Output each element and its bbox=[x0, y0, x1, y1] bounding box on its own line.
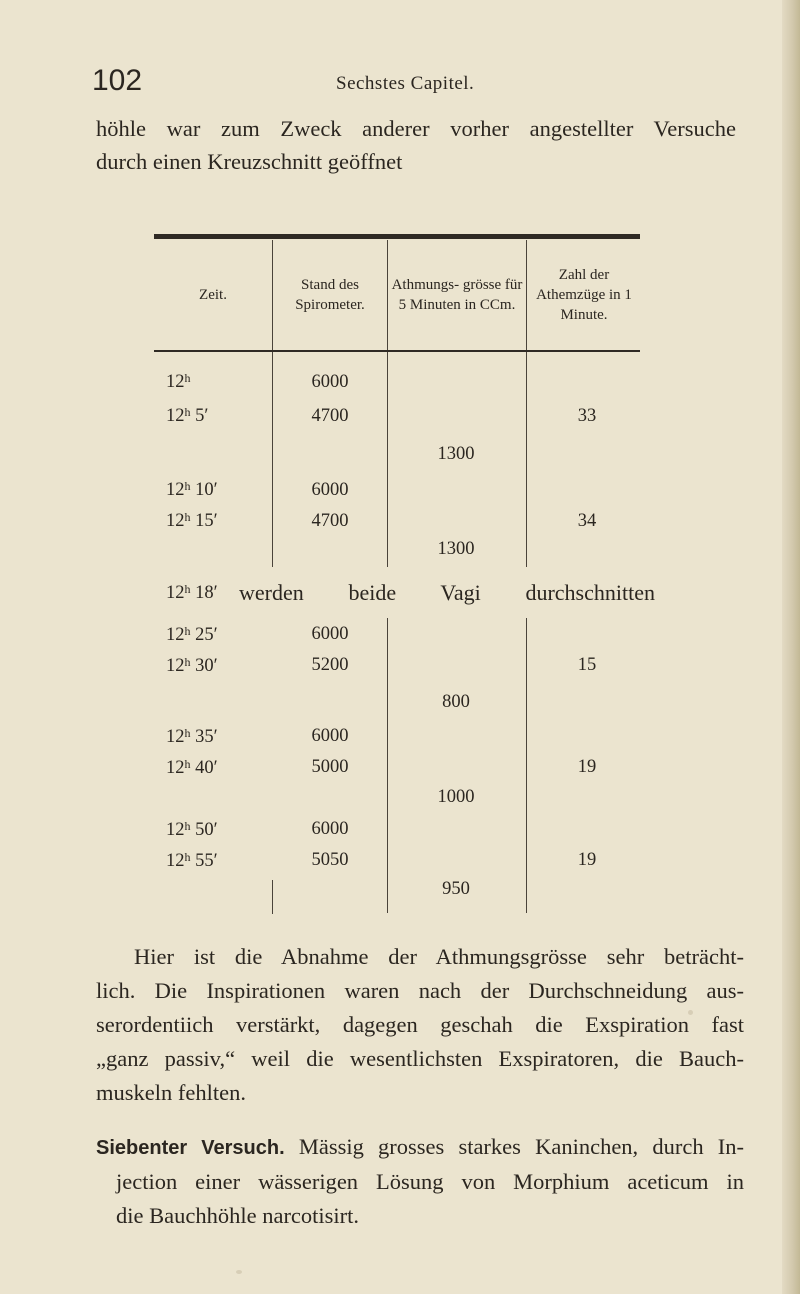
column-divider bbox=[272, 352, 273, 567]
header-volume: Athmungs- grösse für 5 Minuten in CCm. bbox=[391, 277, 523, 313]
intro-line: durch einen Kreuzschnitt geöffnet bbox=[96, 149, 403, 174]
paper-spot bbox=[236, 1270, 242, 1274]
breaths-cell: 19 bbox=[577, 757, 597, 777]
header-spirometer: Stand des Spirometer. bbox=[295, 277, 365, 313]
text-line bbox=[96, 1130, 744, 1165]
column-divider bbox=[272, 880, 273, 914]
paragraph-discussion bbox=[96, 940, 744, 1110]
spirometer-cell: 5000 bbox=[311, 757, 349, 777]
spirometer-cell: 5200 bbox=[311, 655, 349, 675]
experiment-heading: Siebenter Versuch. bbox=[96, 1137, 285, 1159]
text-line: Hier ist die Abnahme der Athmungsgrösse sehr beträcht- bbox=[134, 944, 744, 969]
table-header-rule bbox=[154, 350, 640, 352]
volume-cell: 1300 bbox=[437, 539, 475, 559]
text-line: jection einer wässerigen Lösung von Morphium aceticum in bbox=[116, 1169, 744, 1194]
time-cell: 12$^h$ 10′ bbox=[166, 479, 218, 500]
time-cell: 12$^h$ 35′ bbox=[166, 726, 218, 747]
spirometer-cell: 6000 bbox=[311, 726, 349, 746]
time-cell: 12$^h$ 55′ bbox=[166, 850, 218, 871]
breaths-cell: 15 bbox=[577, 655, 597, 675]
column-divider bbox=[387, 240, 388, 350]
paragraph-experiment-seven bbox=[96, 1130, 744, 1233]
text-line: „ganz passiv,“ weil die wesentlichsten Exspiratoren, die Bauch- bbox=[96, 1046, 744, 1071]
running-head: Sechstes Capitel. bbox=[336, 73, 475, 94]
column-divider bbox=[526, 618, 527, 913]
header-time: Zeit. bbox=[199, 287, 227, 303]
column-divider bbox=[387, 618, 388, 913]
spirometer-cell: 4700 bbox=[311, 511, 349, 531]
volume-cell: 800 bbox=[442, 692, 470, 712]
column-divider bbox=[526, 240, 527, 350]
text-line: lich. Die Inspirationen waren nach der Durchschneidung aus- bbox=[96, 978, 744, 1003]
breaths-cell: 19 bbox=[577, 850, 597, 870]
text-line: muskeln fehlten. bbox=[96, 1080, 246, 1105]
column-divider bbox=[387, 352, 388, 567]
text-line: serordentiich verstärkt, dagegen geschah die Exspiration fast bbox=[96, 1012, 744, 1037]
time-cell: 12$^h$ 40′ bbox=[166, 757, 218, 778]
page-edge-shadow bbox=[782, 0, 800, 1294]
breaths-cell: 34 bbox=[577, 511, 597, 531]
time-cell: 12$^h$ 25′ bbox=[166, 624, 218, 645]
column-divider bbox=[526, 352, 527, 567]
volume-cell: 1300 bbox=[437, 444, 475, 464]
spirometer-cell: 5050 bbox=[311, 850, 349, 870]
intro-text bbox=[96, 112, 746, 178]
spirometer-cell: 4700 bbox=[311, 406, 349, 426]
text-line: die Bauchhöhle narcotisirt. bbox=[116, 1203, 360, 1228]
time-cell: 12$^h$ 50′ bbox=[166, 819, 218, 840]
time-cell: 12$^h$ 5′ bbox=[166, 405, 209, 426]
spirometer-cell: 6000 bbox=[311, 624, 349, 644]
column-divider bbox=[272, 240, 273, 350]
text-run: Mässig grosses starkes Kaninchen, durch In- bbox=[298, 1134, 745, 1159]
time-cell: 12$^h$ 18′ bbox=[166, 582, 218, 603]
spirometer-cell: 6000 bbox=[311, 819, 349, 839]
table-top-rule bbox=[154, 234, 640, 239]
volume-cell: 1000 bbox=[437, 787, 475, 807]
spirometer-cell: 6000 bbox=[311, 480, 349, 500]
breaths-cell: 33 bbox=[577, 406, 597, 426]
spirometer-cell: 6000 bbox=[311, 372, 349, 392]
page-number: 102 bbox=[92, 64, 143, 97]
time-cell: 12$^h$ 15′ bbox=[166, 510, 218, 531]
time-cell: 12$^h$ bbox=[166, 371, 191, 392]
volume-cell: 950 bbox=[442, 879, 470, 899]
time-cell: 12$^h$ 30′ bbox=[166, 655, 218, 676]
intro-line: höhle war zum Zweck anderer vorher angestellter Versuche bbox=[96, 116, 736, 141]
header-breaths: Zahl der Athemzüge in 1 Minute. bbox=[536, 267, 632, 323]
table-note-row: werden beide Vagi durchschnitten bbox=[239, 580, 655, 605]
